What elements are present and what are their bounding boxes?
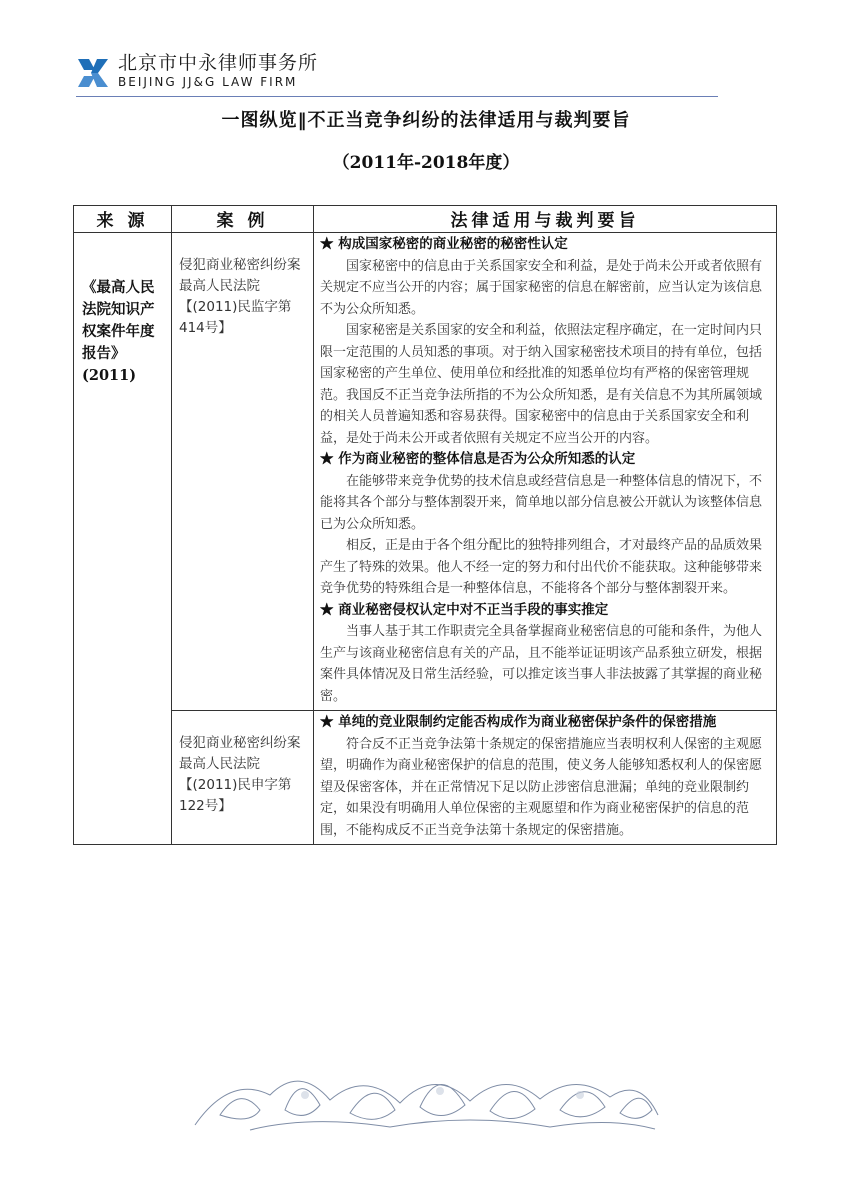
column-header-case: 案 例 <box>172 206 314 233</box>
case-name: 侵犯商业秘密纠纷案 <box>179 257 301 273</box>
ruling-paragraph: 当事人基于其工作职责完全具备掌握商业秘密信息的可能和条件，为他人生产与该商业秘密信息有关的产品，且不能举证证明该产品系独立研发，根据案件具体情况及日常生活经验，可以推定该当事人非法披露了其掌握的商业秘密。 <box>320 624 763 704</box>
ruling-paragraph: 符合反不正当竞争法第十条规定的保密措施应当表明权利人保密的主观愿望，明确作为商业秘密保护的信息的范围，使义务人能够知悉权利人的保密愿望及保密客体，并在正常情况下足以防止涉密信息泄漏；单纯的竞业限制约定，如果没有明确用人单位保密的主观愿望和作为商业秘密保护的信息的范围，不能构成反不正当竞争法第十条规定的保密措施。 <box>320 736 763 838</box>
lily-flower-illustration <box>190 1055 660 1133</box>
ruling-paragraph: 相反，正是由于各个组分配比的独特排列组合，才对最终产品的品质效果产生了特殊的效果。他人不经一定的努力和付出代价不能获取。这种能够带来竞争优势的特殊组合是一种整体信息，不能将各个部分与整体割裂开来。 <box>320 538 763 596</box>
header-divider <box>76 96 718 97</box>
case-cell <box>172 233 314 711</box>
table-row <box>74 711 777 845</box>
column-header-rulings: 法律适用与裁判要旨 <box>314 206 777 233</box>
ruling-heading: ★ 构成国家秘密的商业秘密的秘密性认定 <box>320 236 568 252</box>
table-header-row <box>74 206 777 233</box>
ruling-paragraph: 国家秘密中的信息由于关系国家安全和利益，是处于尚未公开或者依照有关规定不应当公开的内容；属于国家秘密的信息在解密前，应当认定为该信息不为公众所知悉。 <box>320 258 763 317</box>
ruling-cell <box>314 233 777 711</box>
source-cell: 《最高人民法院知识产权案件年度报告》(2011) <box>74 233 172 845</box>
ruling-paragraph: 在能够带来竞争优势的技术信息或经营信息是一种整体信息的情况下，不能将其各个部分与整体割裂开来，简单地以部分信息被公开就认为该整体信息已为公众所知悉。 <box>320 473 763 532</box>
case-court: 最高人民法院 <box>179 756 260 772</box>
firm-name <box>118 52 318 90</box>
document-title: 一图纵览‖不正当竞争纠纷的法律适用与裁判要旨 <box>221 110 631 131</box>
rulings-table <box>73 205 777 845</box>
case-name: 侵犯商业秘密纠纷案 <box>179 735 301 751</box>
letterhead <box>76 52 718 98</box>
jjg-logo-icon <box>76 56 110 90</box>
table-row <box>74 233 777 711</box>
ruling-heading: ★ 单纯的竞业限制约定能否构成作为商业秘密保护条件的保密措施 <box>320 714 717 730</box>
ruling-heading: ★ 作为商业秘密的整体信息是否为公众所知悉的认定 <box>320 451 636 467</box>
ruling-cell <box>314 711 777 845</box>
case-number: 【(2011)民申字第122号】 <box>179 777 292 814</box>
column-header-source: 来 源 <box>74 206 172 233</box>
firm-name-cn: 北京市中永律师事务所 <box>118 52 319 74</box>
case-court: 最高人民法院 <box>179 278 260 294</box>
ruling-paragraph: 国家秘密是关系国家的安全和利益，依照法定程序确定，在一定时间内只限一定范围的人员知悉的事项。对于纳入国家秘密技术项目的持有单位，包括国家秘密的产生单位、使用单位和经批准的知悉单位均有严格的保密管理规范。我国反不正当竞争法所指的不为公众所知悉，是有关信息不为其所属领域的相关人员普遍知悉和容易获得。国家秘密中的信息由于关系国家安全和利益，是处于尚未公开或者依照有关规定不应当公开的内容。 <box>320 323 763 446</box>
ruling-heading: ★ 商业秘密侵权认定中对不正当手段的事实推定 <box>320 601 609 618</box>
case-number: 【(2011)民监字第414号】 <box>179 299 292 336</box>
case-cell <box>172 711 314 845</box>
document-subtitle: （2011年-2018年度） <box>332 153 520 173</box>
firm-name-en: BEIJING JJ&G LAW FIRM <box>118 75 298 89</box>
